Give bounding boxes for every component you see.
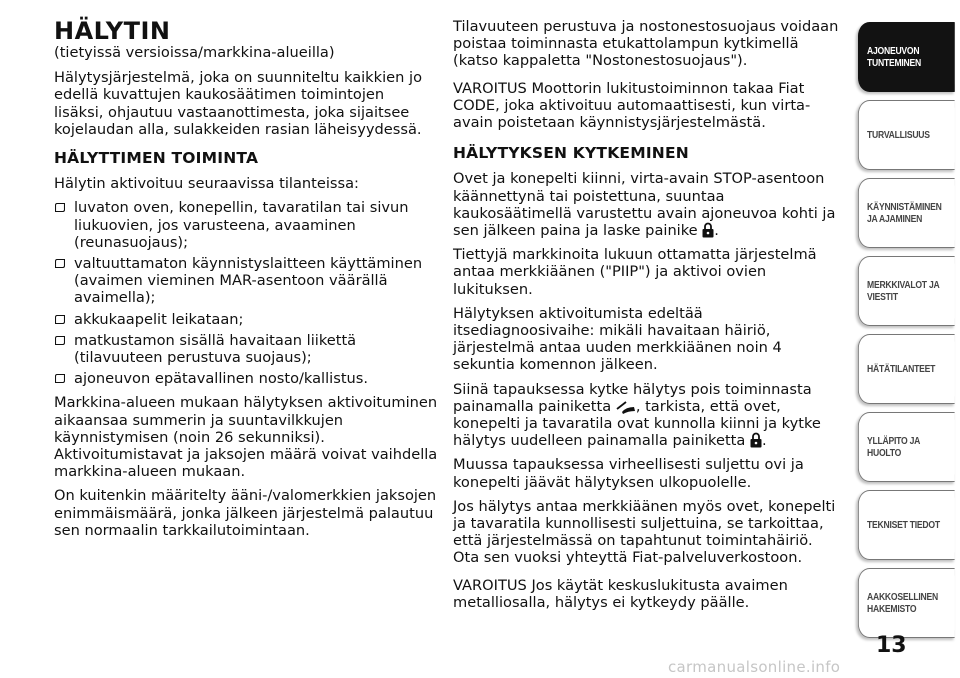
warning-fiat-code: VAROITUS Moottorin lukitustoiminnon takaa Fiat CODE, joka aktivoituu automaattisesti, kun virta-avain poistetaan käynnistysjärjestelmästä.: [453, 79, 811, 132]
chapter-tabs: [858, 22, 960, 646]
improperly-closed-paragraph: Muussa tapauksessa virheellisesti suljettu ovi ja konepelti jäävät hälytyksen ulkopuolelle.: [453, 456, 804, 491]
page-title: HÄLYTIN: [54, 17, 171, 45]
bullet-icon: [55, 203, 65, 212]
list-intro: Hälytin aktivoituu seuraavissa tilanteissa:: [54, 175, 359, 193]
malfunction-paragraph: Jos hälytys antaa merkkiäänen myös ovet, konepelti ja tavaratila kunnollisesti suljettuina, se tarkoittaa, että järjestelmässä on tapahtunut toimintahäiriö. Ota sen vuoksi yhteyttä Fiat-palveluverkostoon.: [453, 497, 836, 567]
tab-vehicle-knowledge[interactable]: AJONEUVON TUNTEMINEN: [858, 22, 955, 92]
list-item: ajoneuvon epätavallinen nosto/kallistus.: [54, 370, 438, 387]
section-heading-alarm-operation: HÄLYTTIMEN TOIMINTA: [54, 149, 259, 168]
self-diagnosis-paragraph: Hälytyksen aktivoitumista edeltää itsediagnoosivaihe: mikäli havaitaan häiriö, järjestelmä antaa uuden merkkiäänen noin 4 sekuntia komennon jälkeen.: [453, 304, 782, 374]
warning-central-locking: VAROITUS Jos käytät keskuslukitusta avaimen metalliosalla, hälytys ei kytkeydy päälle.: [453, 576, 788, 611]
bullet-icon: [55, 336, 65, 345]
cycle-limit-paragraph: On kuitenkin määritelty ääni-/valomerkkien jaksojen enimmäismäärä, jonka jälkeen järjestelmä palautuu sen normaalin tarkkailutoimintaan.: [54, 487, 437, 539]
tab-starting-driving[interactable]: KÄYNNISTÄMINEN JA AJAMINEN: [858, 178, 955, 248]
list-item: valtuuttamaton käynnistyslaitteen käyttäminen (avaimen vieminen MAR-asentoon väärällä avaimella);: [54, 255, 438, 307]
list-item: matkustamon sisällä havaitaan liikettä (tilavuuteen perustuva suojaus);: [54, 332, 438, 366]
tab-safety[interactable]: TURVALLISUUS: [858, 100, 955, 170]
left-column: [54, 18, 438, 546]
volumetric-paragraph: Tilavuuteen perustuva ja nostonestosuojaus voidaan poistaa toiminnasta etukattolampun kytkimellä (katso kappaletta "Nostonestosuojaus").: [453, 18, 839, 70]
section-heading-arming: HÄLYTYKSEN KYTKEMINEN: [453, 144, 689, 163]
tab-maintenance[interactable]: YLLÄPITO JA HUOLTO: [858, 412, 955, 482]
watermark: carmanualsonline.info: [668, 658, 841, 676]
lock-icon: [702, 222, 714, 238]
disarm-paragraph: Siinä tapauksessa kytke hälytys pois toiminnasta painamalla painiketta , tarkista, että ovet, konepelti ja tavaratila ovat kunnolla kiinni ja kytke hälytys uudelleen painamalla painiketta .: [453, 380, 821, 450]
intro-paragraph: Hälytysjärjestelmä, joka on suunniteltu kaikkien jo edellä kuvattujen kaukosäätimen toimintojen lisäksi, ohjautuu vastaanottimesta, joka sijaitsee kojelaudan alla, sulakkeiden rasian läheisyydessä.: [54, 69, 422, 138]
trigger-list: [54, 199, 438, 387]
bullet-icon: [55, 374, 65, 383]
bullet-icon: [55, 315, 65, 324]
right-column: [453, 18, 843, 618]
tab-index[interactable]: AAKKOSELLINEN HAKEMISTO: [858, 568, 955, 638]
activation-paragraph: Markkina-alueen mukaan hälytyksen aktivoituminen aikaansaa summerin ja suuntavilkkujen käynnistymisen (noin 26 sekunniksi). Aktivoitumistavat ja jaksojen määrä voivat vaihdella markkina-alueen mukaan.: [54, 394, 438, 481]
list-item: luvaton oven, konepellin, tavaratilan tai sivun liukuovien, jos varusteena, avaaminen (reunasuojaus);: [54, 199, 438, 251]
tab-warning-lights[interactable]: MERKKIVALOT JA VIESTIT: [858, 256, 955, 326]
unlock-icon: [616, 400, 636, 414]
page-number: 13: [876, 633, 907, 658]
tab-technical-data[interactable]: TEKNISET TIEDOT: [858, 490, 955, 560]
bullet-icon: [55, 259, 65, 268]
beep-paragraph: Tiettyjä markkinoita lukuun ottamatta järjestelmä antaa merkkiäänen ("PIIP") ja aktivoi ovien lukituksen.: [453, 246, 817, 298]
arming-paragraph: Ovet ja konepelti kiinni, virta-avain STOP-asentoon käännettynä tai poistettuna, suuntaa kaukosäätimellä varustettu avain ajoneuvoa kohti ja sen jälkeen paina ja laske painike .: [453, 170, 836, 240]
lock-icon: [750, 432, 762, 448]
list-item: akkukaapelit leikataan;: [54, 311, 438, 328]
tab-emergencies[interactable]: HÄTÄTILANTEET: [858, 334, 955, 404]
page-subtitle: (tietyissä versioissa/markkina-alueilla): [54, 44, 335, 61]
